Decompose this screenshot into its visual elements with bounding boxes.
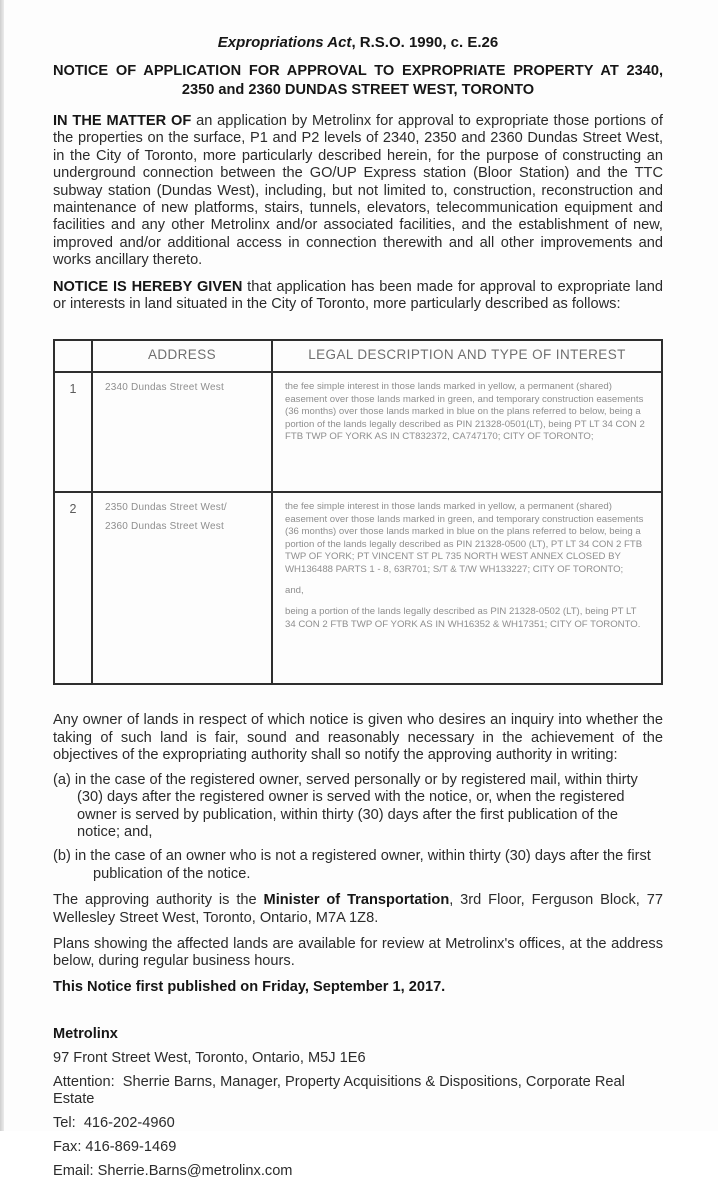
in-the-matter-lead: IN THE MATTER OF [53, 113, 192, 129]
notice-given-paragraph [53, 279, 663, 314]
in-the-matter-text: an application by Metrolinx for approval to expropriate those portions of the properties on the surface, P1 and P2 levels of 2340, 2350 and 2360 Dundas Street West, in the City of Toronto, more particularly described herein, for the purpose of constructing an underground connection between the GO/UP Express station (Bloor Station) and the TTC subway station (Dundas West), including, but not limited to, construction, reconstruction and maintenance of new platforms, stairs, tunnels, elevators, telecommunication equipment and facilities and any other Metrolinx and/or associated facilities, and the establishment of new, improved and/or additional access in connection therewith and all other improvements and works ancillary thereto. [53, 113, 663, 269]
legal-description-cell [272, 372, 662, 492]
notice-given-lead: NOTICE IS HEREBY GIVEN [53, 278, 243, 295]
table-header-num [54, 340, 92, 372]
legal-description-cell [272, 492, 662, 684]
clause-a: (a) in the case of the registered owner, served personally or by registered mail, within thirty (30) days after the registered owner is served with the notice, or, when the registered owner is served by publication, within thirty (30) days after the first publication of the notice; and, [53, 771, 638, 840]
legal-description-paragraph: the fee simple interest in those lands marked in yellow, a permanent (shared) easement over those lands marked in green, and temporary construction easements (36 months) over those lands marked in blue on the plans referred to below, being a portion of the lands legally described as PIN 21328-0501(LT), being PT LT 34 CON 2 FTB TWP OF YORK AS IN CT832372, CA747170; CITY OF TORONTO; [285, 381, 645, 443]
address-cell [92, 372, 272, 492]
clause-b: (b) in the case of an owner who is not a registered owner, within thirty (30) days after the first publication of the notice. [53, 848, 651, 882]
email-line: Email: Sherrie.Barns@metrolinx.com [53, 1163, 293, 1180]
legal-description-paragraph: being a portion of the lands legally described as PIN 21328-0502 (LT), being PT LT 34 CON 2 FTB TWP OF YORK AS IN WH16352 & WH17351; CITY OF TORONTO. [285, 606, 641, 630]
table-header-address: ADDRESS [92, 340, 272, 372]
legal-description-paragraph: the fee simple interest in those lands marked in yellow, a permanent (shared) easement over those lands marked in green, and temporary construction easements (36 months) over those lands marked in blue on the plans referred to below, being a portion of the lands legally described as PIN 21328-0500 (LT), PT LT 34 CON 2 FTB TWP OF YORK; PT VINCENT ST PL 735 NORTH WEST ANNEX CLOSED BY WH136488 PARTS 1 - 8, 63R701; S/T & T/W WH133227; CITY OF TORONTO; [285, 501, 644, 575]
publication-date-line: This Notice first published on Friday, September 1, 2017. [53, 978, 446, 995]
address-line: 2360 Dundas Street West [105, 521, 224, 533]
address-cell [92, 492, 272, 684]
approving-authority-paragraph [53, 892, 663, 927]
address-line: 2350 Dundas Street West/ [105, 502, 227, 514]
in-the-matter-paragraph [53, 113, 663, 270]
row-number: 2 [54, 492, 92, 684]
inquiry-paragraph: Any owner of lands in respect of which notice is given who desires an inquiry into whether the taking of such land is fair, sound and reasonably necessary in the achievement of the objectives of the expropriating authority shall so notify the approving authority in writing: [53, 712, 663, 764]
expropriation-table [53, 339, 663, 685]
approving-authority-post: , 3rd Floor, Ferguson Block, 77 Wellesley Street West, Toronto, Ontario, M7A 1Z8. [53, 892, 663, 926]
table-header-row [54, 340, 662, 372]
legal-description-paragraph: and, [285, 584, 304, 596]
table-row [54, 492, 662, 684]
attention-line: Attention: Sherrie Barns, Manager, Property Acquisitions & Dispositions, Corporate Real Estate [53, 1074, 629, 1108]
approving-authority-name: Minister of Transportation [263, 892, 450, 909]
notice-heading-line1: NOTICE OF APPLICATION FOR APPROVAL TO EXPROPRIATE PROPERTY AT 2340, [53, 63, 663, 79]
act-name-italic: Expropriations Act [217, 34, 352, 51]
organization-address: 97 Front Street West, Toronto, Ontario, M5J 1E6 [53, 1050, 366, 1067]
notice-given-text: that application has been made for approval to expropriate land or interests in land situated in the City of Toronto, more particularly described as follows: [53, 278, 663, 313]
approving-authority-pre: The approving authority is the [53, 892, 264, 909]
act-citation: , R.S.O. 1990, c. E.26 [351, 34, 499, 51]
address-line: 2340 Dundas Street West [105, 382, 224, 394]
organization-name: Metrolinx [53, 1026, 118, 1043]
row-number: 1 [54, 372, 92, 492]
fax-line: Fax: 416-869-1469 [53, 1139, 177, 1156]
table-header-legal-description: LEGAL DESCRIPTION AND TYPE OF INTEREST [272, 340, 662, 372]
act-title [53, 34, 663, 52]
scan-edge-artifact [0, 0, 4, 1131]
telephone-line: Tel: 416-202-4960 [53, 1115, 175, 1132]
plans-paragraph: Plans showing the affected lands are available for review at Metrolinx's offices, at the address below, during regular business hours. [53, 935, 663, 970]
table-row [54, 372, 662, 492]
notice-heading-line2: 2350 and 2360 DUNDAS STREET WEST, TORONTO [181, 82, 535, 98]
